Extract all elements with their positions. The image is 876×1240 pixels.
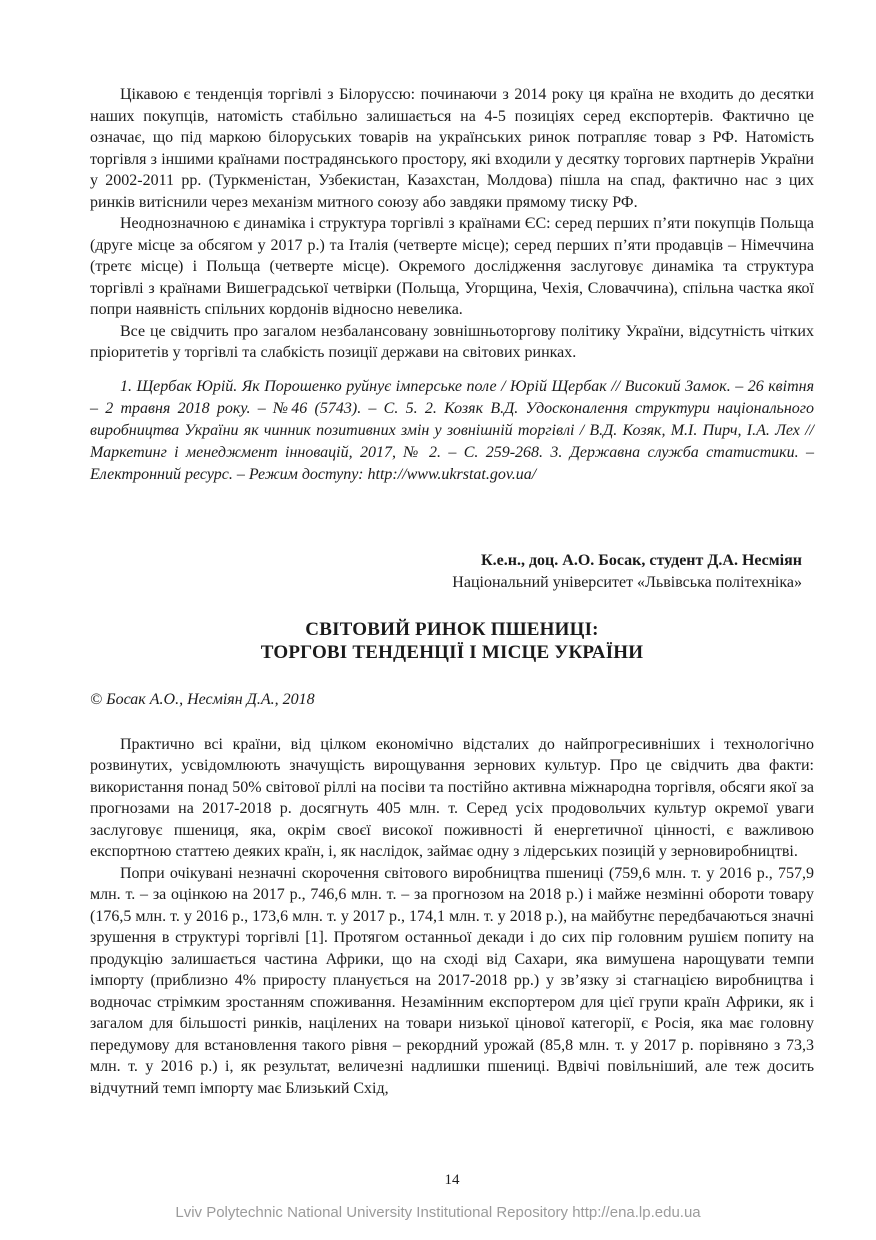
article-title <box>90 618 814 664</box>
paragraph-eu-trade: Неоднозначною є динаміка і структура торгівлі з країнами ЄС: серед перших п’яти покупців Польща (друге місце за обсягом у 2017 р.) та Італія (четверте місце); серед перших п’яти продавців – Німеччина (третє місце) і Польща (четверте місце). Окремого дослідження заслуговує динаміка та структура торгівлі з країнами Вишеградської четвірки (Польща, Угорщина, Чехія, Словаччина), спільна частка якої попри наявність спільних кордонів відносно невелика. <box>90 215 814 318</box>
copyright-line: © Босак А.О., Несміян Д.А., 2018 <box>90 690 315 708</box>
repository-footer-text: Lviv Polytechnic National University Institutional Repository http://ena.lp.edu.ua <box>175 1204 701 1221</box>
paragraph-conclusion: Все це свідчить про загалом незбалансовану зовнішньоторгову політику України, відсутність чітких пріоритетів у торгівлі та слабкість позиції держави на світових ринках. <box>90 322 814 361</box>
authors-line: К.е.н., доц. А.О. Босак, студент Д.А. Несміян <box>481 551 802 569</box>
author-block <box>90 550 814 594</box>
article-title-line-2: ТОРГОВІ ТЕНДЕНЦІЇ І МІСЦЕ УКРАЇНИ <box>260 641 644 663</box>
affiliation-line: Національний університет «Львівська політехніка» <box>452 573 802 591</box>
paragraph-wheat-market-trends: Попри очікувані незначні скорочення світового виробництва пшениці (759,6 млн. т. у 2016 р., 757,9 млн. т. – за оцінкою на 2017 р., 746,6 млн. т. – за прогнозом на 2018 р.) і майже незмінні обороти товару (176,5 млн. т. у 2016 р., 173,6 млн. т. у 2017 р., 174,1 млн. т. у 2018 р.), на майбутнє передбачаються значні зрушення в структурі торгівлі [1]. Протягом останньої декади і до сих пір головним рушієм попиту на продукцію залишається частина Африки, що на сході від Сахари, яка вимушена нарощувати темпи імпорту (приблизно 4% приросту планується на 2017-2018 рр.) у зв’язку зі стагнацією виробництва і водночас стрімким зростанням споживання. Незамінним експортером для цієї групи країн Африки, як і загалом для більшості ринків, націлених на товари низької цінової категорії, є Росія, яка має головну передумову для встановлення такого рівня – рекордний урожай (85,8 млн. т. у 2017 р. порівняно з 73,3 млн. т. у 2016 р.) і, як результат, величезні надлишки пшениці. Вдвічі повільніший, але теж досить відчутний темп імпорту має Близький Схід, <box>90 864 814 1097</box>
paragraph-wheat-importance: Практично всі країни, від цілком економічно відсталих до найпрогресивніших і технологічно розвинутих, усвідомлюють значущість вирощування зернових культур. Про це свідчить два факти: використання понад 50% світової ріллі на посіви та постійно активна міжнародна торгівля, обсяги якої за прогнозами на 2017-2018 р. досягнуть 405 млн. т. Серед усіх продовольчих культур окремої уваги заслуговує пшениця, яка, окрім своєї високої поживності й енергетичної цінності, є важливою експортною статтею деяких країн, і, як наслідок, займає одну з лідерських позицій у зерновиробництві. <box>90 735 814 860</box>
article-title-line-1: СВІТОВИЙ РИНОК ПШЕНИЦІ: <box>305 618 599 640</box>
page-number: 14 <box>444 1172 460 1188</box>
references-list: 1. Щербак Юрій. Як Порошенко руйнує імперське поле / Юрій Щербак // Високий Замок. – 26 квітня – 2 травня 2018 року. – №46 (5743). – С. 5. 2. Козяк В.Д. Удосконалення структури національного виробництва України як чинник позитивних змін у зовнішній торгівлі / В.Д. Козяк, М.І. Пирч, І.А. Лех // Маркетинг і менеджмент інновацій, 2017, № 2. – С. 259-268. 3. Державна служба статистики. – Електронний ресурс. – Режим доступу: http://www.ukrstat.gov.ua/ <box>90 377 814 483</box>
paragraph-belarus-trade: Цікавою є тенденція торгівлі з Білоруссю: починаючи з 2014 року ця країна не входить до десятки наших покупців, натомість стабільно залишається на 4-5 позиціях серед експортерів. Фактично це означає, що під маркою білоруських товарів на українських ринок потрапляє товар з РФ. Натомість торгівля з іншими країнами пострадянського простору, які входили у десятку торгових партнерів України у 2002-2011 рр. (Туркменістан, Узбекистан, Казахстан, Молдова) пішла на спад, фактично нас з цих ринків витіснили через механізм митного союзу або завдяки прямому тиску РФ. <box>90 86 814 211</box>
